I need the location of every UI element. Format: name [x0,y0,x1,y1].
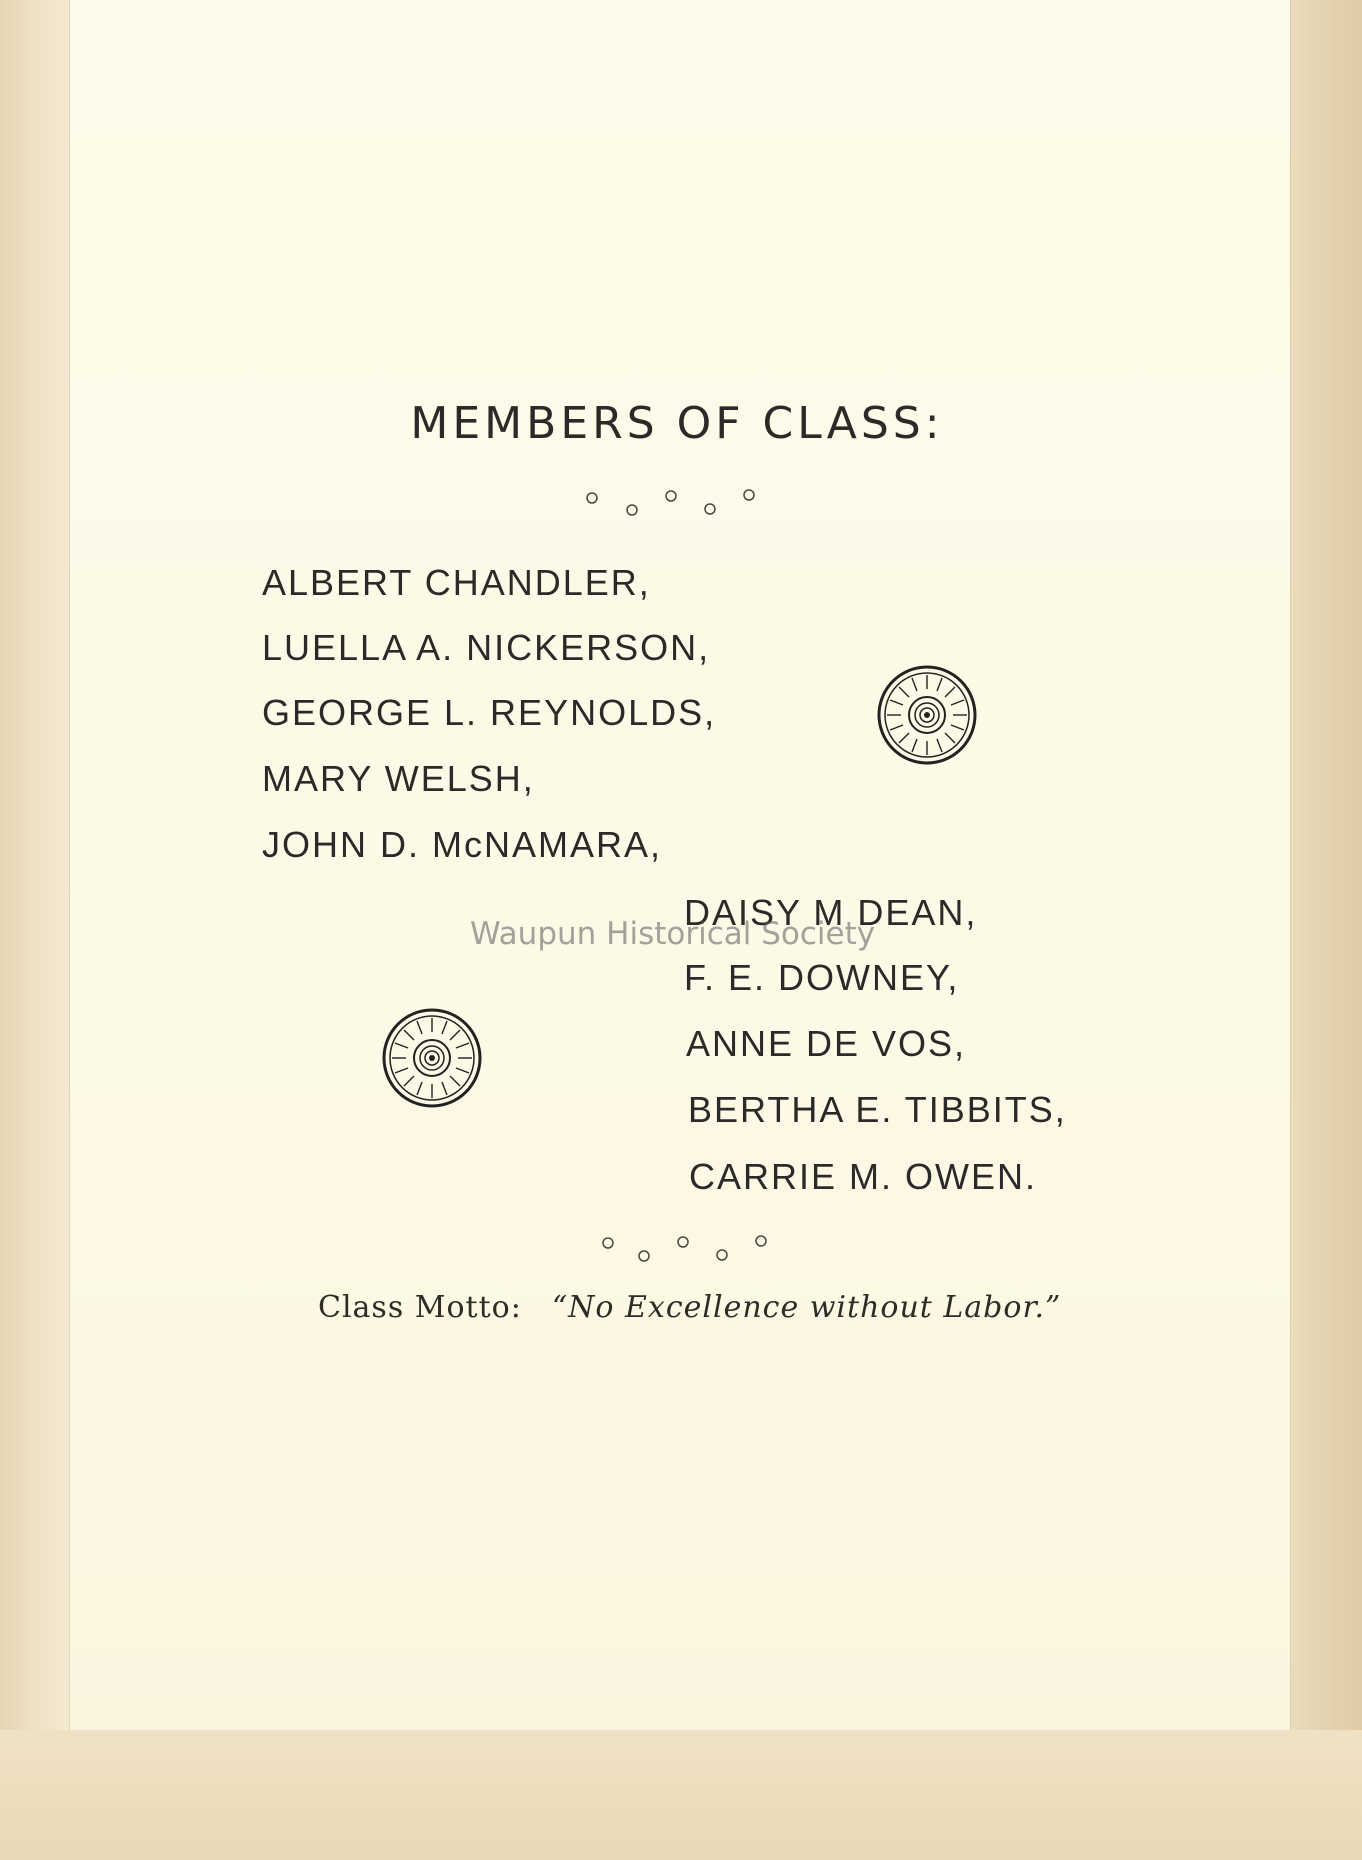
watermark: Waupun Historical Society [470,916,876,952]
page-title: MEMBERS OF CLASS: [410,398,944,449]
member-name: GEORGE L. REYNOLDS, [262,692,717,733]
motto-label: Class Motto: [318,1290,522,1325]
card-mount-edge [0,1730,1362,1860]
member-name: BERTHA E. TIBBITS, [688,1089,1067,1130]
member-name: JOHN D. McNAMARA, [262,824,663,865]
member-name: CARRIE M. OWEN. [689,1156,1038,1197]
dot-ornament-top [580,484,760,524]
motto-text: “No Excellence without Labor.” [551,1290,1062,1325]
rosette-ornament-right [875,663,979,767]
rosette-ornament-left [380,1006,484,1110]
member-name: MARY WELSH, [262,758,535,799]
class-motto [318,1290,1061,1325]
member-name: ALBERT CHANDLER, [262,562,651,603]
member-name: LUELLA A. NICKERSON, [262,627,711,668]
program-card [70,0,1290,1730]
member-name: F. E. DOWNEY, [684,957,960,998]
dot-ornament-bottom [596,1230,776,1270]
member-name: DAISY M DEAN, [684,892,978,933]
member-name: ANNE DE VOS, [686,1023,967,1064]
